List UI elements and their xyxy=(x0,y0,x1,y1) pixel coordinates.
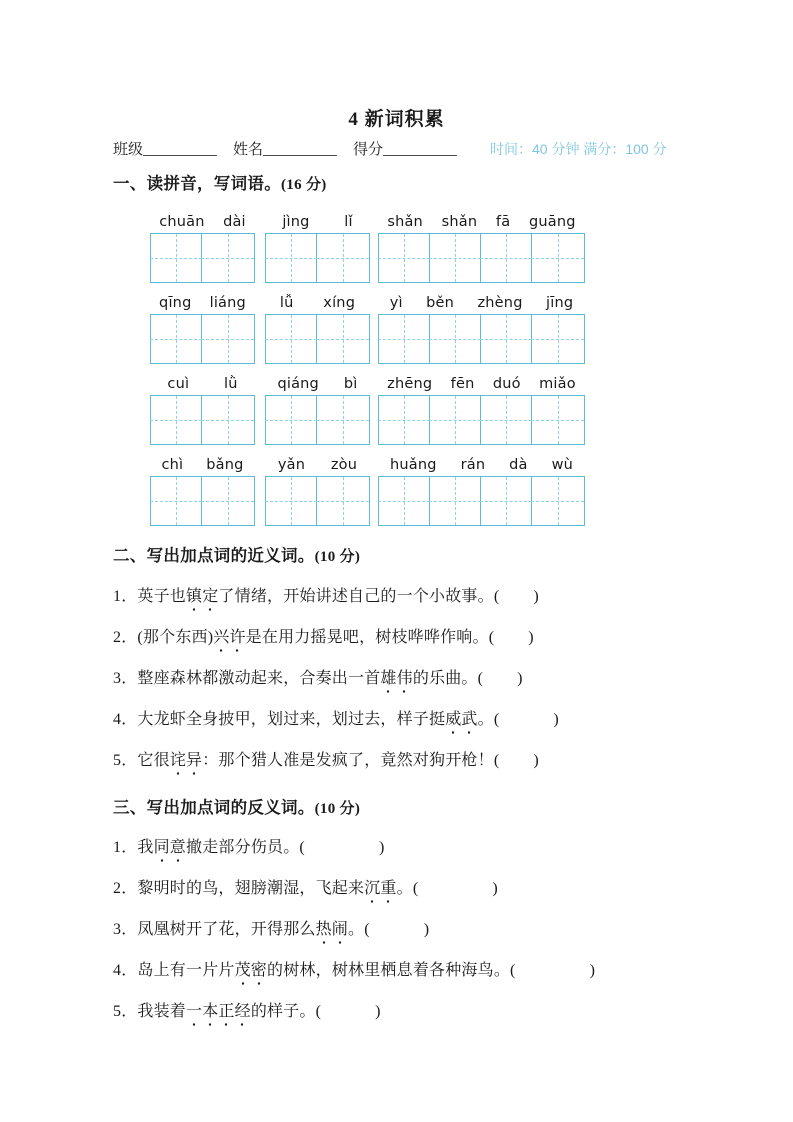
tianzige-cell[interactable] xyxy=(532,477,583,525)
score-blank[interactable] xyxy=(383,141,457,156)
pinyin-word-group xyxy=(378,370,585,445)
question-number: 2． xyxy=(113,629,138,646)
pinyin-word-group xyxy=(150,370,255,445)
pinyin-word-group xyxy=(150,451,255,526)
tianzige-cell[interactable] xyxy=(379,315,430,363)
pinyin-word-group xyxy=(150,208,255,283)
answer-paren-open: ( xyxy=(510,962,516,979)
antonym-question-item xyxy=(113,916,429,939)
answer-paren-close: ) xyxy=(528,629,534,646)
answer-paren-close: ) xyxy=(378,839,385,856)
tianzige-cell[interactable] xyxy=(481,315,532,363)
pinyin-syllable: huǎng xyxy=(389,457,437,473)
answer-paren-open: ( xyxy=(315,1003,322,1020)
tianzige-cell[interactable] xyxy=(266,315,317,363)
pinyin-syllable: shǎn xyxy=(441,214,478,230)
pinyin-syllable: dà xyxy=(509,457,528,473)
question-text-after: 是在用力摇晃吧，树枝哗哗作响。 xyxy=(245,629,489,646)
answer-paren-open: ( xyxy=(412,880,419,897)
tianzige-cell[interactable] xyxy=(266,477,317,525)
pinyin-syllable: rán xyxy=(460,457,486,473)
section-1-heading xyxy=(113,170,327,194)
question-text-before: 大龙虾全身披甲，划过来，划过去，样子挺 xyxy=(137,711,446,728)
answer-paren-open: ( xyxy=(493,711,500,728)
question-text-after: 的树林，树林里栖息着各种海鸟。 xyxy=(267,962,511,979)
tianzige-cell[interactable] xyxy=(532,396,583,444)
pinyin-word-group xyxy=(378,289,585,364)
pinyin-syllable: chì xyxy=(161,457,184,473)
section-2-heading xyxy=(113,542,360,566)
pinyin-label-row xyxy=(265,370,370,392)
tianzige-cell[interactable] xyxy=(317,234,368,282)
pinyin-word-group xyxy=(378,208,585,283)
question-text-before: 黎明时的鸟，翅膀潮湿，飞起来 xyxy=(137,880,365,897)
pinyin-syllable: běn xyxy=(426,295,455,311)
answer-paren-close: ) xyxy=(375,1003,381,1020)
tianzige-cell[interactable] xyxy=(481,396,532,444)
pinyin-syllable: lǜ xyxy=(223,376,238,392)
tianzige-grid[interactable] xyxy=(150,314,255,364)
pinyin-label-row xyxy=(150,370,255,392)
pinyin-label-row xyxy=(150,208,255,230)
page-title: 4 新词积累 xyxy=(348,109,445,130)
question-text-after: 的样子。 xyxy=(250,1003,316,1020)
pinyin-label-row xyxy=(378,370,585,392)
synonym-question-item xyxy=(113,747,539,770)
pinyin-syllable: cuì xyxy=(167,376,190,392)
tianzige-cell[interactable] xyxy=(430,477,481,525)
pinyin-syllable: duó xyxy=(492,376,521,392)
section-2-heading-text: 二、写出加点词的近义词。 xyxy=(113,546,315,565)
pinyin-syllable: chuān xyxy=(159,214,205,230)
question-text-after: ：那个猎人准是发疯了，竟然对狗开枪！ xyxy=(202,752,494,769)
tianzige-cell[interactable] xyxy=(317,477,368,525)
section-3-heading xyxy=(113,794,360,818)
tianzige-cell[interactable] xyxy=(151,396,202,444)
score-label: 得分 xyxy=(353,142,384,158)
tianzige-cell[interactable] xyxy=(202,234,253,282)
tianzige-grid[interactable] xyxy=(378,314,585,364)
question-text-after: 了情绪，开始讲述自己的一个小故事。 xyxy=(218,588,494,605)
antonym-question-item xyxy=(113,875,498,898)
emphasized-word: 兴许 xyxy=(213,624,245,647)
pinyin-syllable: liáng xyxy=(209,295,246,311)
question-number: 2． xyxy=(113,880,138,897)
answer-paren-close: ) xyxy=(423,921,430,938)
emphasized-word: 雄伟 xyxy=(380,665,412,688)
tianzige-cell[interactable] xyxy=(532,234,583,282)
tianzige-cell[interactable] xyxy=(430,396,481,444)
exam-meta: 时间：40 分钟 满分：100 分 xyxy=(490,141,667,157)
pinyin-word-group xyxy=(265,289,370,364)
pinyin-syllable: yì xyxy=(389,295,403,311)
pinyin-syllable: miǎo xyxy=(539,376,576,392)
tianzige-grid[interactable] xyxy=(378,233,585,283)
pinyin-syllable: lǐ xyxy=(344,214,353,230)
pinyin-label-row xyxy=(150,451,255,473)
emphasized-word: 威武 xyxy=(445,706,477,729)
question-text-before: 它很 xyxy=(137,752,170,769)
pinyin-syllable: qīng xyxy=(159,295,192,311)
pinyin-syllable: bì xyxy=(343,376,358,392)
pinyin-word-group xyxy=(265,370,370,445)
pinyin-syllable: zhēng xyxy=(387,376,433,392)
tianzige-grid[interactable] xyxy=(150,476,255,526)
answer-paren-close: ) xyxy=(589,962,596,979)
answer-paren-open: ( xyxy=(488,629,495,646)
pinyin-word-group xyxy=(378,451,585,526)
section-1-heading-text: 一、读拼音，写词语。 xyxy=(113,174,281,193)
pinyin-label-row xyxy=(265,289,370,311)
question-text-before: 我装着 xyxy=(137,1003,187,1020)
question-text-after: 。 xyxy=(348,921,365,938)
emphasized-word: 一本正经 xyxy=(186,998,251,1021)
tianzige-cell[interactable] xyxy=(317,396,368,444)
answer-paren-open: ( xyxy=(477,670,484,687)
answer-paren-close: ) xyxy=(533,588,539,605)
pinyin-syllable: yǎn xyxy=(277,457,306,473)
question-number: 4． xyxy=(113,711,138,728)
pinyin-syllable: dài xyxy=(223,214,246,230)
answer-paren-close: ) xyxy=(517,670,523,687)
tianzige-cell[interactable] xyxy=(481,234,532,282)
tianzige-cell[interactable] xyxy=(202,396,253,444)
section-2-points: (10 分) xyxy=(314,549,361,565)
question-number: 4． xyxy=(113,962,138,979)
tianzige-cell[interactable] xyxy=(532,315,583,363)
emphasized-word: 镇定 xyxy=(186,583,218,606)
name-blank[interactable] xyxy=(263,141,337,156)
pinyin-syllable: shǎn xyxy=(387,214,423,230)
tianzige-cell[interactable] xyxy=(317,315,368,363)
answer-paren-close: ) xyxy=(533,752,539,769)
emphasized-word: 沉重 xyxy=(364,875,396,898)
tianzige-cell[interactable] xyxy=(379,234,430,282)
answer-paren-open: ( xyxy=(364,921,370,938)
answer-paren-open: ( xyxy=(299,839,305,856)
section-3-points: (10 分) xyxy=(314,801,361,817)
question-text-after: 撤走部分伤员。 xyxy=(186,839,300,856)
pinyin-syllable: fēn xyxy=(450,376,475,392)
antonym-question-item xyxy=(113,998,381,1021)
tianzige-grid[interactable] xyxy=(265,476,370,526)
question-text-after: 的乐曲。 xyxy=(412,670,478,687)
tianzige-grid[interactable] xyxy=(150,395,255,445)
pinyin-label-row xyxy=(265,451,370,473)
question-text-before: 岛上有一片片 xyxy=(137,962,235,979)
tianzige-grid[interactable] xyxy=(265,233,370,283)
pinyin-label-row xyxy=(150,289,255,311)
synonym-question-item xyxy=(113,624,534,647)
class-label: 班级 xyxy=(113,142,144,158)
emphasized-word: 同意 xyxy=(154,834,186,857)
pinyin-syllable: jìng xyxy=(282,214,310,230)
question-number: 3． xyxy=(113,670,138,687)
tianzige-cell[interactable] xyxy=(430,315,481,363)
tianzige-cell[interactable] xyxy=(151,315,202,363)
question-text-before: 凤凰树开了花，开得那么 xyxy=(137,921,316,938)
class-blank[interactable] xyxy=(143,141,217,156)
question-text-before: 英子也 xyxy=(137,588,187,605)
antonym-question-item xyxy=(113,957,595,980)
tianzige-grid[interactable] xyxy=(378,395,585,445)
tianzige-cell[interactable] xyxy=(202,477,253,525)
pinyin-syllable: bǎng xyxy=(206,457,244,473)
question-text-after: 。 xyxy=(477,711,494,728)
antonym-question-item xyxy=(113,834,384,857)
synonym-question-item xyxy=(113,665,523,688)
pinyin-word-group xyxy=(265,451,370,526)
tianzige-cell[interactable] xyxy=(379,396,430,444)
pinyin-syllable: lǚ xyxy=(279,295,294,311)
pinyin-syllable: guāng xyxy=(528,214,576,230)
tianzige-cell[interactable] xyxy=(266,396,317,444)
pinyin-word-group xyxy=(265,208,370,283)
tianzige-grid[interactable] xyxy=(378,476,585,526)
question-number: 1． xyxy=(113,839,138,856)
emphasized-word: 茂密 xyxy=(235,957,267,980)
name-label: 姓名 xyxy=(233,142,264,158)
pinyin-label-row xyxy=(378,289,585,311)
question-text-before: 整座森林都激动起来，合奏出一首 xyxy=(137,670,381,687)
tianzige-cell[interactable] xyxy=(266,234,317,282)
pinyin-syllable: zòu xyxy=(330,457,358,473)
tianzige-cell[interactable] xyxy=(151,234,202,282)
tianzige-grid[interactable] xyxy=(265,314,370,364)
emphasized-word: 诧异 xyxy=(170,747,202,770)
student-info-line xyxy=(113,138,693,160)
pinyin-syllable: xíng xyxy=(323,295,356,311)
answer-paren-open: ( xyxy=(493,752,500,769)
tianzige-cell[interactable] xyxy=(379,477,430,525)
pinyin-label-row xyxy=(378,208,585,230)
tianzige-cell[interactable] xyxy=(481,477,532,525)
pinyin-word-group xyxy=(150,289,255,364)
question-number: 5． xyxy=(113,1003,138,1020)
question-number: 1． xyxy=(113,588,138,605)
pinyin-syllable: wù xyxy=(551,457,574,473)
tianzige-cell[interactable] xyxy=(430,234,481,282)
question-number: 3． xyxy=(113,921,138,938)
question-number: 5． xyxy=(113,752,138,769)
section-3-heading-text: 三、写出加点词的反义词。 xyxy=(113,798,315,817)
question-text-before: 我 xyxy=(137,839,154,856)
answer-paren-open: ( xyxy=(493,588,500,605)
synonym-question-item xyxy=(113,706,559,729)
question-text-after: 。 xyxy=(396,880,413,897)
question-text-before: (那个东西) xyxy=(137,629,214,646)
pinyin-syllable: fā xyxy=(495,214,511,230)
pinyin-label-row xyxy=(265,208,370,230)
pinyin-label-row xyxy=(378,451,585,473)
tianzige-cell[interactable] xyxy=(202,315,253,363)
section-1-points: (16 分) xyxy=(281,177,327,193)
answer-paren-close: ) xyxy=(553,711,559,728)
synonym-question-item xyxy=(113,583,539,606)
tianzige-grid[interactable] xyxy=(265,395,370,445)
answer-paren-close: ) xyxy=(492,880,498,897)
emphasized-word: 热闹 xyxy=(316,916,348,939)
tianzige-grid[interactable] xyxy=(150,233,255,283)
pinyin-syllable: zhèng xyxy=(477,295,523,311)
tianzige-cell[interactable] xyxy=(151,477,202,525)
pinyin-syllable: qiáng xyxy=(277,376,319,392)
pinyin-syllable: jīng xyxy=(546,295,574,311)
